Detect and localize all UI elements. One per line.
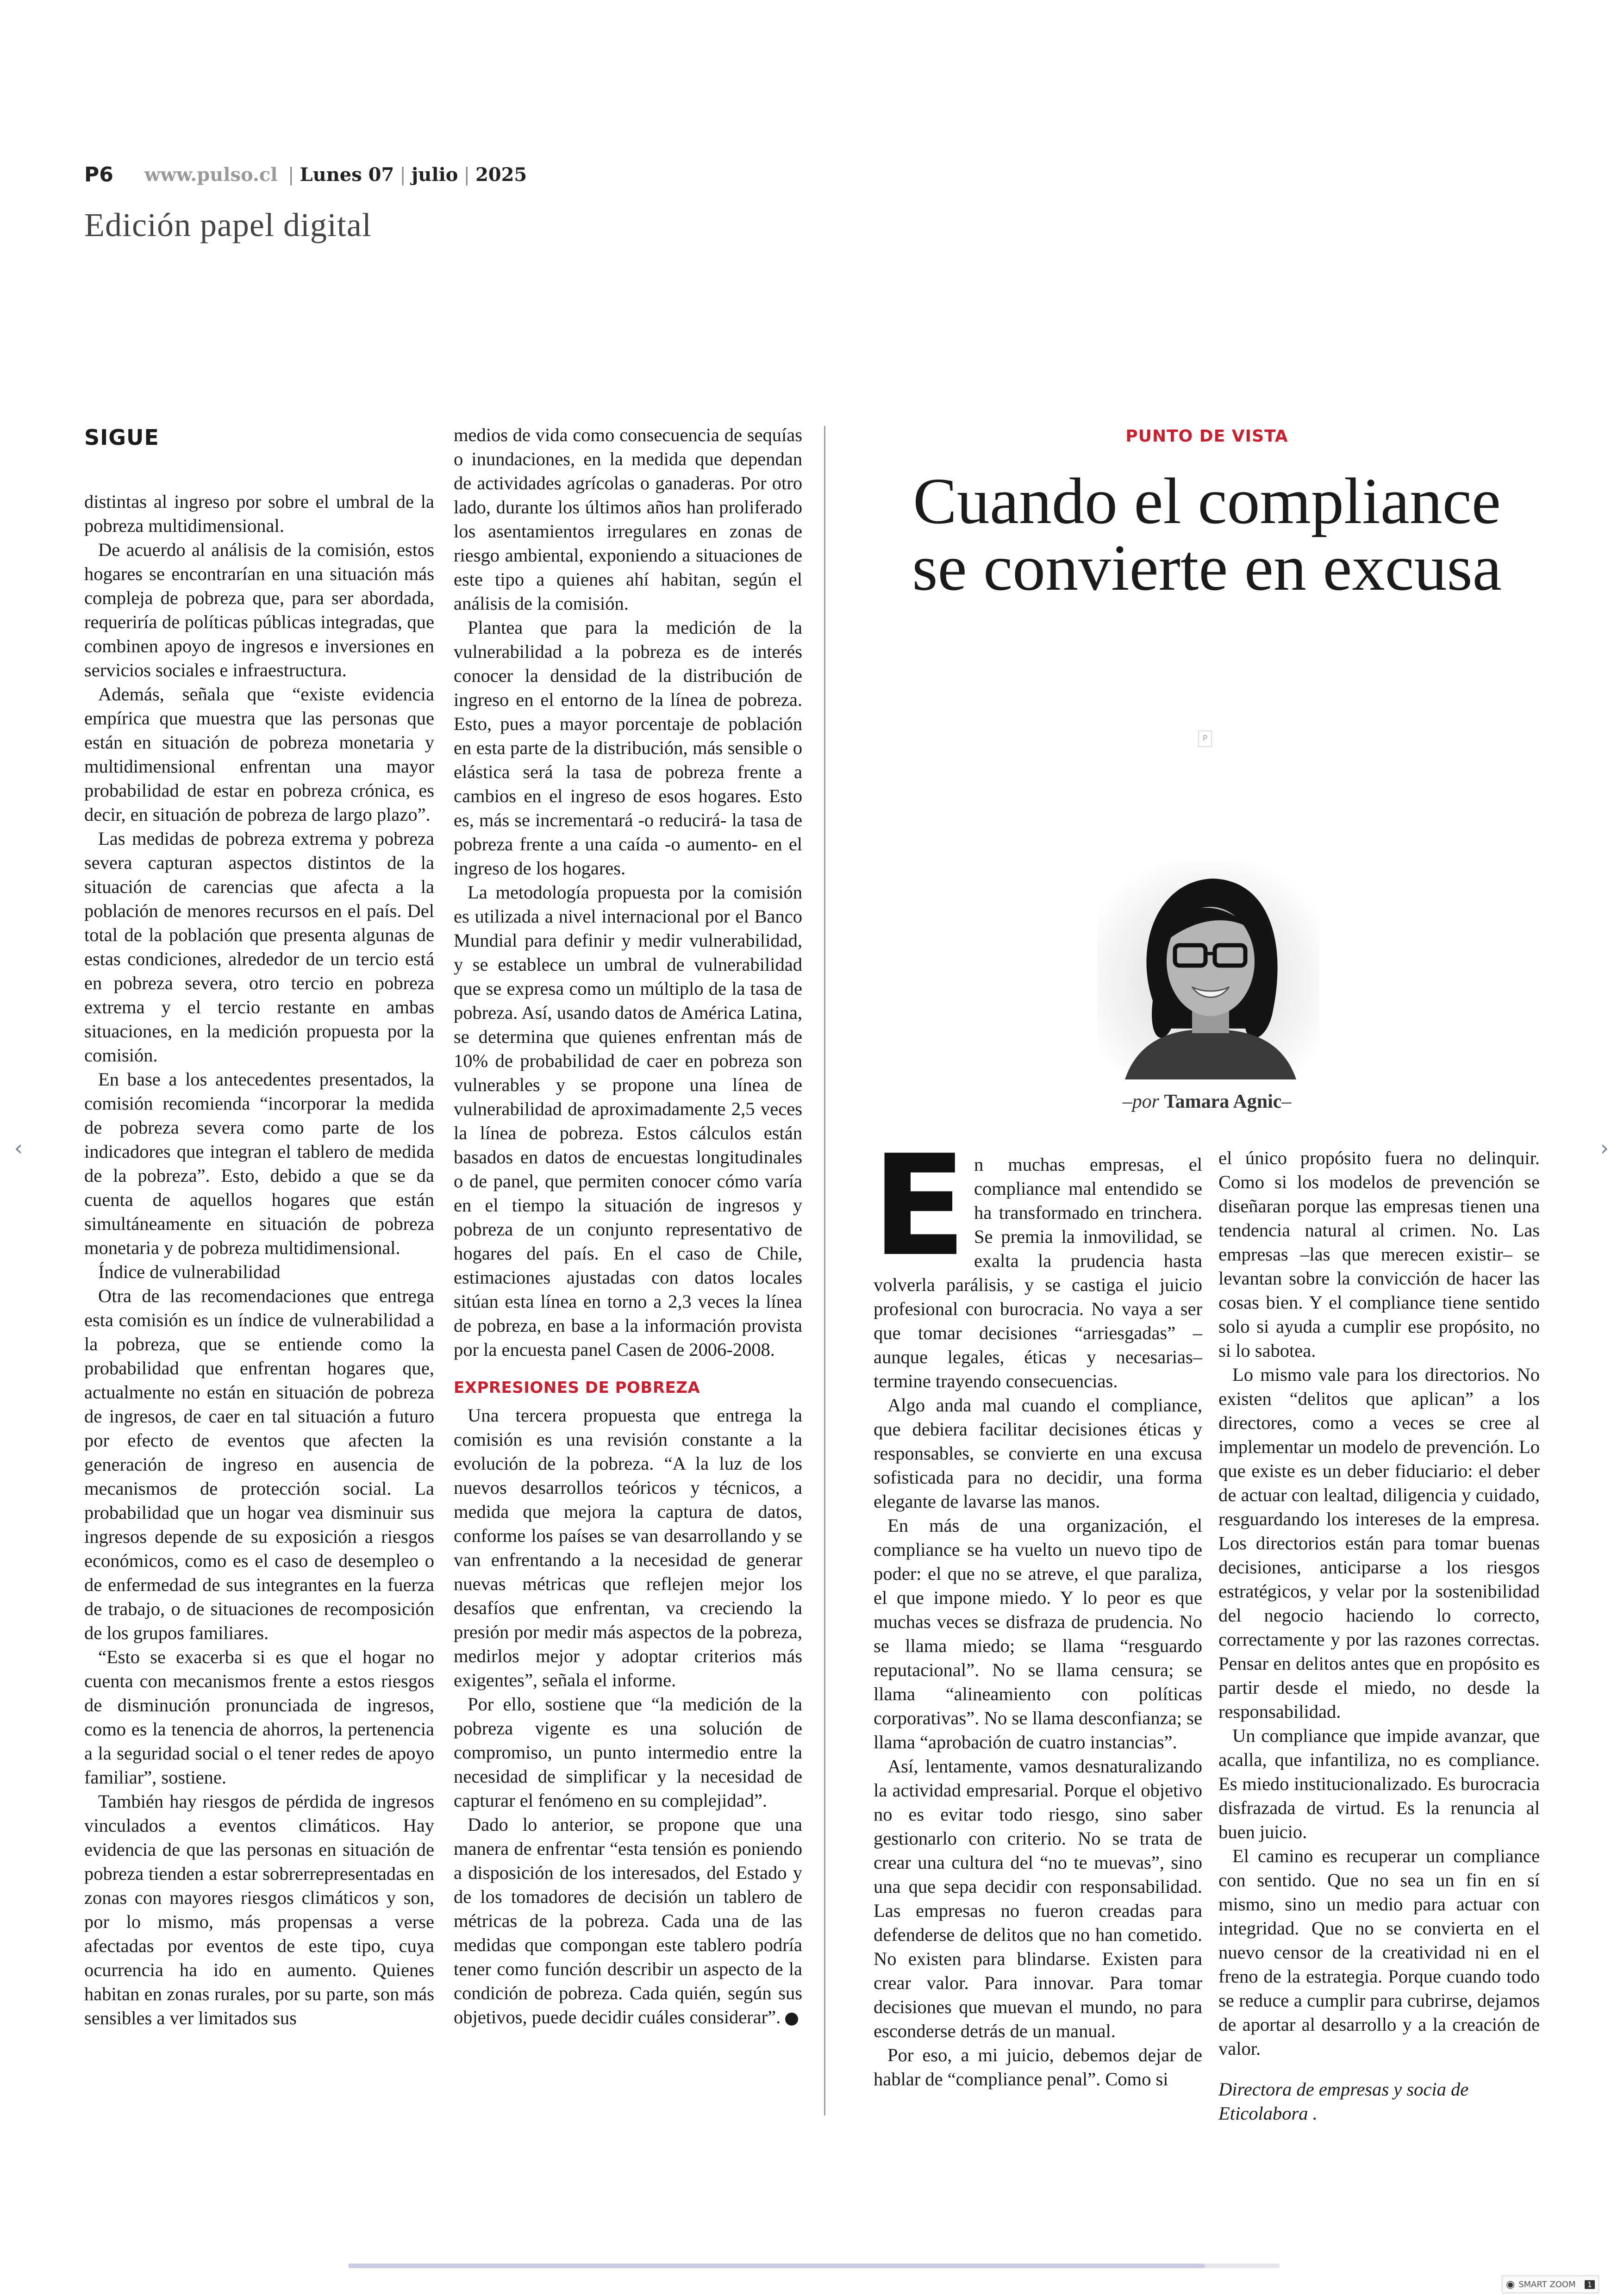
paragraph: Plantea que para la medición de la vulnerabilidad a la pobreza es de interés conocer la densidad de la distribución de ingreso en el entorno de la línea de pobreza. Esto, pues a mayor porcentaje de población en esta parte de la distribución, más sensible o elástica será la tasa de pobreza frente a cambios en el ingreso de esos hogares. Esto es, más se incrementará -o reducirá- la tasa de pobreza frente a una caída -o aumento- en el ingreso de los hogares.	[454, 617, 802, 879]
paragraph: Lo mismo vale para los directorios. No existen “delitos que aplican” a los directores, como a veces se cree al implementar un modelo de prevención. Lo que existe es un deber fiduciario: el deber de actuar con lealtad, diligencia y cuidado, resguardando los intereses de la empresa. Los directorios están para tomar buenas decisiones, anticiparse a los riesgos estratégicos, y velar por la sostenibilidad del negocio haciendo lo correcto, correctamente y por las razones correctas. Pensar en delitos antes que en propósito es partir desde el miedo, no desde la responsabilidad.	[1218, 1364, 1540, 1722]
byline-prefix: –por	[1122, 1091, 1159, 1112]
previous-page-icon[interactable]: ‹	[14, 1135, 23, 1160]
smart-zoom-button[interactable]	[1502, 2276, 1599, 2293]
issue-date: | Lunes 07 | julio | 2025	[288, 164, 527, 186]
eye-icon: ◉	[1506, 2278, 1515, 2290]
article-column-2	[454, 423, 806, 2029]
paragraph: También hay riesgos de pérdida de ingresos vinculados a eventos climáticos. Hay evidencia de que las personas en situación de pobreza tienden a estar sobrerrepresentadas en zonas con mayores riesgos climáticos y son, por lo mismo, más propensas a verse afectadas por eventos de este tipo, cuya ocurrencia ha ido en aumento. Quienes habitan en zonas rurales, por su parte, son más sensibles a ver limitados sus	[84, 1791, 434, 2028]
paragraph: En base a los antecedentes presentados, la comisión recomienda “incorporar la medida de pobreza severa como parte de los indicadores que integran el tablero de medida de la pobreza”. Esto, debido a que se da cuenta de aquellos hogares que están simultáneamente en situación de pobreza monetaria y de pobreza multidimensional.	[84, 1069, 434, 1258]
paragraph: Algo anda mal cuando el compliance, que debiera facilitar decisiones éticas y responsables, se convierte en una excusa sofisticada para no decidir, una forma elegante de lavarse las manos.	[874, 1395, 1202, 1512]
paragraph: “Esto se exacerba si es que el hogar no cuenta con mecanismos frente a estos riesgos de disminución pronunciada de ingresos, como es la tenencia de ahorros, la pertenencia a la seguridad social o el tener redes de apoyo familiar”, sostiene.	[84, 1646, 434, 1788]
article-column-1	[84, 490, 434, 2030]
drop-cap: E	[872, 1125, 967, 1287]
paragraph: Además, señala que “existe evidencia empírica que muestra que las personas que están en situación de pobreza monetaria y multidimensional enfrentan una mayor probabilidad de estar en pobreza crónica, es decir, en situación de pobreza de largo plazo”.	[84, 684, 434, 825]
paragraph: Otra de las recomendaciones que entrega esta comisión es un índice de vulnerabilidad a la pobreza, que se entiende como la probabilidad que enfrentan hogares que, actualmente no están en situación de pobreza de ingresos, de caer en tal situación a futuro por efecto de eventos que afecten la generación de ingreso en ausencia de mecanismos de protección social. La probabilidad que un hogar vea disminuir sus ingresos depende de su exposición a riesgos económicos, como es el caso de desempleo o de enfermedad de sus integrantes en la fuerza de trabajo, o de situaciones de recomposición de los grupos familiares.	[84, 1285, 434, 1643]
byline-suffix: –	[1281, 1091, 1292, 1112]
page-scrollbar[interactable]	[348, 2264, 1280, 2268]
pulso-logo-icon: P	[1198, 730, 1212, 747]
headline-line: se convierte en excusa	[912, 531, 1502, 604]
date-month: julio	[411, 164, 458, 186]
byline	[874, 1091, 1540, 1113]
page-indicator: 1	[1585, 2280, 1595, 2289]
paragraph-text: n muchas empresas, el compliance mal entendido se ha transformado en trinchera. Se premia la inmovilidad, se exalta la prudencia hasta volverla parálisis, y se castiga el juicio profesional con burocracia. No vaya a ser que tomar decisiones “arriesgadas” –aunque legales, éticas y necesarias– termine trayendo consecuencias.	[874, 1154, 1202, 1391]
date-year: 2025	[475, 164, 527, 186]
paragraph-text: Dado lo anterior, se propone que una manera de enfrentar “esta tensión es poniendo a disposición de los interesados, del Estado y de los tomadores de decisión un tablero de métricas de la pobreza. Cada una de las medidas que compongan este tablero podría tener como función describir un aspecto de la condición de pobreza. Cada quién, según sus objetivos, puede decidir cuáles considerar”.	[454, 1814, 802, 2027]
continuation-label: SIGUE	[84, 425, 159, 450]
paragraph: Por ello, sostiene que “la medición de la pobreza vigente es una solución de compromiso, un punto intermedio entre la necesidad de simplificar y la necesidad de capturar el fenómeno en su complejidad”.	[454, 1694, 802, 1811]
headline	[874, 464, 1540, 604]
scrollbar-thumb[interactable]	[348, 2264, 1205, 2268]
section-heading: EXPRESIONES DE POBREZA	[454, 1378, 700, 1397]
author-name: Tamara Agnic	[1164, 1091, 1282, 1112]
paragraph: el único propósito fuera no delinquir. Como si los modelos de prevención se diseñaran porque las empresas tienen una tendencia natural al crimen. No. Las empresas –las que merecen existir– se levantan sobre la convicción de hacer las cosas bien. Y el compliance tiene sentido solo si ayuda a cumplir ese propósito, no si lo sabotea.	[1218, 1148, 1540, 1361]
opinion-column-2	[1218, 1146, 1540, 2126]
opinion-column-1	[872, 1125, 1202, 2091]
paragraph: medios de vida como consecuencia de sequías o inundaciones, en la medida que dependan de actividades agrícolas o ganaderas. Por otro lado, durante los últimos años han proliferado los asentamientos irregulares en zonas de riesgo ambiental, exponiendo a situaciones de este tipo a quienes ahí habitan, según el análisis de la comisión.	[454, 424, 802, 614]
date-day: Lunes 07	[300, 164, 394, 186]
paragraph: Las medidas de pobreza extrema y pobreza severa capturan aspectos distintos de la situación de carencias que afecta a la población de menores recursos en el país. Del total de la población que presenta algunas de estas condiciones, alrededor de un tercio está en pobreza severa, otro tercio en pobreza extrema y el tercio restante en ambas situaciones, en la medición propuesta por la comisión.	[84, 828, 434, 1066]
paragraph: Así, lentamente, vamos desnaturalizando la actividad empresarial. Porque el objetivo no es evitar todo riesgo, sino saber gestionarlo con criterio. No se trata de crear una cultura del “no te muevas”, sino una que sepa decidir con responsabilidad. Las empresas no fueron creadas para defenderse de delitos que no han cometido. No existen para blindarse. Existen para crear valor. Para innovar. Para tomar decisiones que muevan el mundo, no para esconderse detrás de un manual.	[874, 1756, 1202, 2041]
section-kicker: PUNTO DE VISTA	[1125, 427, 1288, 446]
author-photo	[1097, 862, 1319, 1079]
paragraph: En más de una organización, el compliance se ha vuelto un nuevo tipo de poder: el que no se atreve, el que paraliza, el que impone miedo. Y lo peor es que muchas veces se disfraza de prudencia. No se llama miedo; se llama “resguardo reputacional”. No se llama censura; se llama “alineamiento con políticas corporativas”. No se llama desconfianza; se llama “aprobación de cuatro instancias”.	[874, 1515, 1202, 1752]
smart-zoom-label: SMART ZOOM	[1518, 2279, 1576, 2289]
paragraph	[454, 1813, 806, 2029]
end-of-article-icon: P	[785, 2013, 798, 2026]
paragraph: Por eso, a mi juicio, debemos dejar de hablar de “compliance penal”. Como si	[874, 2045, 1202, 2089]
page-number: P6	[84, 163, 113, 187]
edition-label: Edición papel digital	[84, 206, 372, 243]
subheading: Índice de vulnerabilidad	[98, 1261, 281, 1282]
site-url[interactable]: www.pulso.cl	[144, 164, 278, 186]
paragraph: Una tercera propuesta que entrega la comisión es una revisión constante a la evolución de la pobreza. “A la luz de los nuevos desarrollos teóricos y técnicos, a medida que mejora la captura de datos, conforme los países se van desarrollando y se van enfrentando a la necesidad de generar nuevas métricas que reflejen mejor los desafíos que enfrentan, va creciendo la presión por medir más aspectos de la pobreza, medirlos mejor y adoptar criterios más exigentes”, señala el informe.	[454, 1405, 802, 1690]
headline-line: Cuando el compliance	[913, 464, 1501, 537]
author-bio: Directora de empresas y socia de Eticolabora .	[1218, 2079, 1469, 2124]
next-page-icon[interactable]: ›	[1600, 1135, 1609, 1160]
column-divider	[824, 426, 825, 2115]
paragraph	[872, 1125, 1202, 1393]
paragraph: La metodología propuesta por la comisión es utilizada a nivel internacional por el Banco Mundial para definir y medir vulnerabilidad, y se establece un umbral de vulnerabilidad que se expresa como un múltiplo de la tasa de pobreza. Así, usando datos de América Latina, se determina que quienes enfrentan más de 10% de probabilidad de caer en pobreza son vulnerables y se propone una línea de vulnerabilidad de aproximadamente 2,5 veces la línea de pobreza. Estos cálculos están basados en datos de encuestas longitudinales o de panel, que permiten conocer cómo varía en el tiempo la situación de ingresos y pobreza de un conjunto representativo de hogares del país. En el caso de Chile, estimaciones ajustadas con datos locales sitúan esta línea en torno a 2,3 veces la línea de pobreza, en base a la información provista por la encuesta panel Casen de 2006-2008.	[454, 882, 802, 1360]
paragraph: Un compliance que impide avanzar, que acalla, que infantiliza, no es compliance. Es miedo institucionalizado. Es burocracia disfrazada de virtud. Es la renuncia al buen juicio.	[1218, 1725, 1540, 1842]
paragraph: distintas al ingreso por sobre el umbral de la pobreza multidimensional.	[84, 491, 434, 536]
paragraph: El camino es recuperar un compliance con sentido. Que no sea un fin en sí mismo, sino un medio para actuar con integridad. Que no se convierta en el nuevo censor de la creatividad ni en el freno de la estrategia. Porque cuando todo se reduce a cumplir para cubrirse, dejamos de aportar al desarrollo y a la creación de valor.	[1218, 1846, 1540, 2059]
paragraph: De acuerdo al análisis de la comisión, estos hogares se encontrarían en una situación más compleja de pobreza que, para ser abordada, requeriría de políticas públicas integradas, que combinen apoyo de ingresos e inversiones en servicios sociales e infraestructura.	[84, 539, 434, 680]
